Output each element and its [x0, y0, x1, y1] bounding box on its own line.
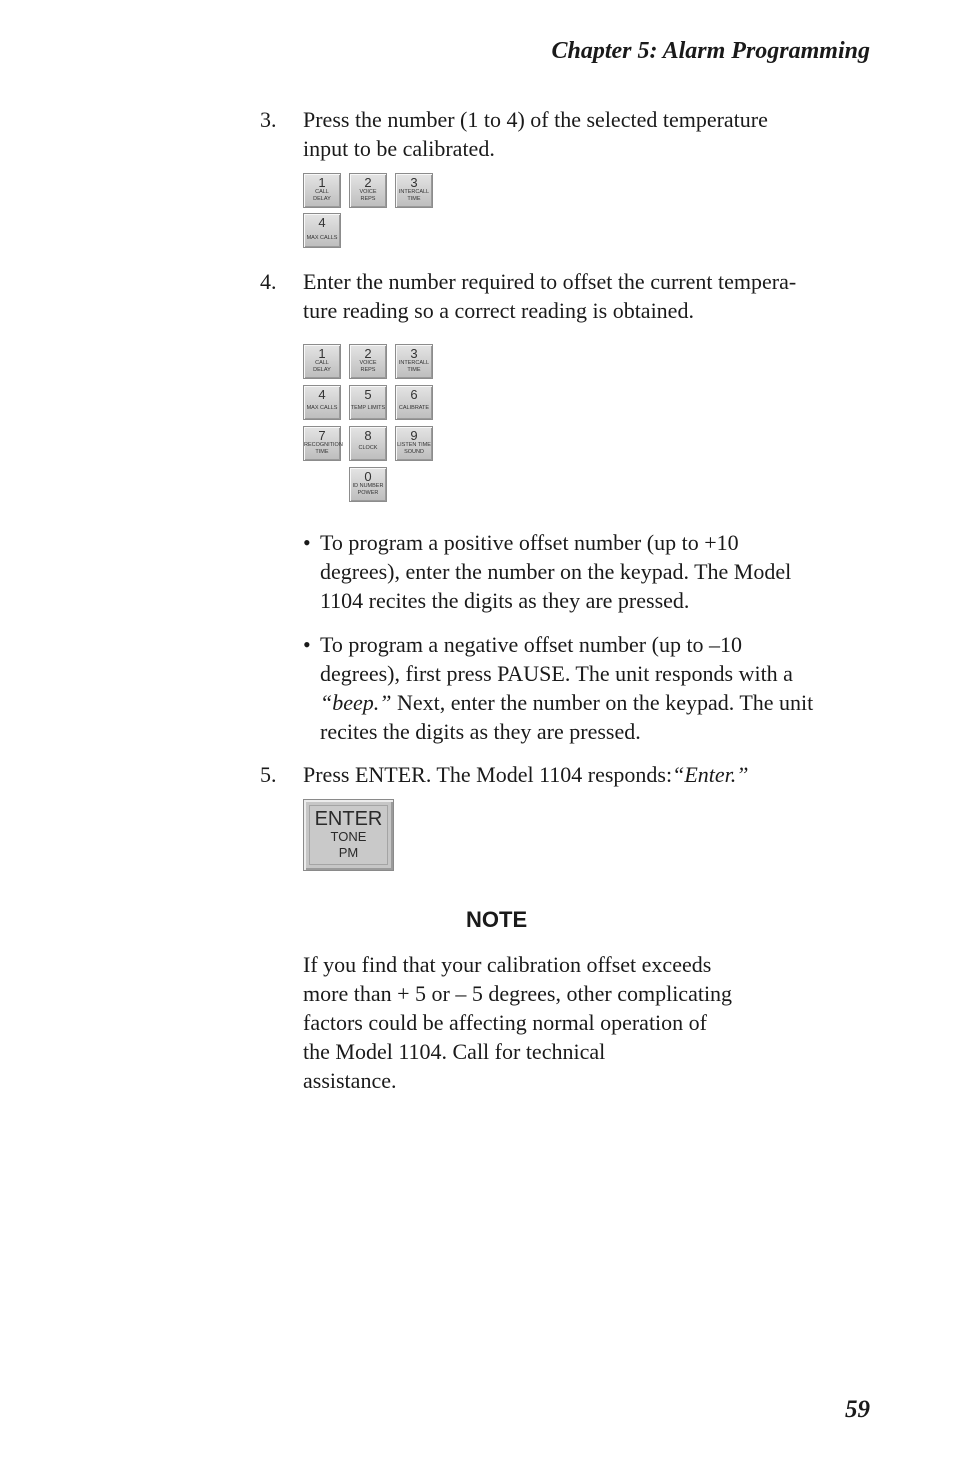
- enter-key: [303, 799, 394, 871]
- key-8: 8 CLOCK: [349, 426, 387, 461]
- step-4-number: 4.: [260, 269, 277, 294]
- note-line-1: If you find that your calibration offset exceeds: [303, 952, 712, 977]
- note-body: [303, 950, 823, 1095]
- enter-key-sub-1: TONE: [330, 829, 367, 844]
- key-2: 2 VOICE REPS: [349, 344, 387, 379]
- bullet-positive-offset: [320, 528, 880, 615]
- bullet-negative-offset: [320, 630, 880, 746]
- step-5-text: [303, 760, 873, 789]
- step-4-line-2: ture reading so a correct reading is obtained.: [303, 298, 694, 323]
- key-4: 4 MAX CALLS: [303, 213, 341, 248]
- chapter-header: Chapter 5: Alarm Programming: [551, 38, 870, 64]
- bullet-dot: •: [303, 632, 311, 657]
- step-5-number: 5.: [260, 762, 277, 787]
- bullet-dot: •: [303, 530, 311, 555]
- keypad-full: [303, 344, 438, 502]
- note-line-3: factors could be affecting normal operation of: [303, 1010, 707, 1035]
- step-3-line-2: input to be calibrated.: [303, 136, 495, 161]
- enter-key-face: [309, 805, 388, 865]
- bullet-2-line-3-rest: Next, enter the number on the keypad. The unit: [391, 690, 814, 715]
- key-0: 0 ID NUMBER POWER: [349, 467, 387, 502]
- bullet-2-line-1: To program a negative offset number (up to –10: [320, 632, 743, 657]
- enter-key-sub-2: PM: [338, 845, 359, 860]
- step-4-line-1: Enter the number required to offset the current tempera-: [303, 269, 797, 294]
- note-line-4: the Model 1104. Call for technical: [303, 1039, 606, 1064]
- key-2: 2 VOICE REPS: [349, 173, 387, 208]
- note-line-5: assistance.: [303, 1068, 397, 1093]
- keypad-small: [303, 173, 438, 249]
- bullet-2-line-3: [320, 688, 880, 717]
- bullet-1-line-3: 1104 recites the digits as they are pressed.: [320, 588, 690, 613]
- key-5: 5 TEMP LIMITS: [349, 385, 387, 420]
- key-4: 4 MAX CALLS: [303, 385, 341, 420]
- step-4-text: [303, 267, 873, 325]
- key-3: 3 INTERCALL TIME: [395, 344, 433, 379]
- key-9: 9 LISTEN TIME SOUND: [395, 426, 433, 461]
- bullet-2-line-4: recites the digits as they are pressed.: [320, 719, 641, 744]
- step-3-line-1: Press the number (1 to 4) of the selected temperature: [303, 107, 768, 132]
- key-6: 6 CALIBRATE: [395, 385, 433, 420]
- note-title: NOTE: [466, 907, 528, 932]
- key-3: 3 INTERCALL TIME: [395, 173, 433, 208]
- key-1: 1 CALL DELAY: [303, 173, 341, 208]
- step-5-line: Press ENTER. The Model 1104 responds:: [303, 762, 673, 787]
- bullet-1-line-2: degrees), enter the number on the keypad. The Model: [320, 559, 792, 584]
- step-3-number: 3.: [260, 107, 277, 132]
- enter-key-label: ENTER: [314, 808, 383, 830]
- page-number: 59: [845, 1396, 870, 1423]
- bullet-1-line-1: To program a positive offset number (up to +10: [320, 530, 739, 555]
- step-3-text: [303, 105, 863, 163]
- key-1: 1 CALL DELAY: [303, 344, 341, 379]
- note-line-2: more than + 5 or – 5 degrees, other complicating: [303, 981, 733, 1006]
- enter-quote: “Enter.”: [672, 762, 749, 787]
- beep-quote: “beep.”: [320, 690, 392, 715]
- key-7: 7 RECOGNITION TIME: [303, 426, 341, 461]
- bullet-2-line-2: degrees), first press PAUSE. The unit responds with a: [320, 661, 793, 686]
